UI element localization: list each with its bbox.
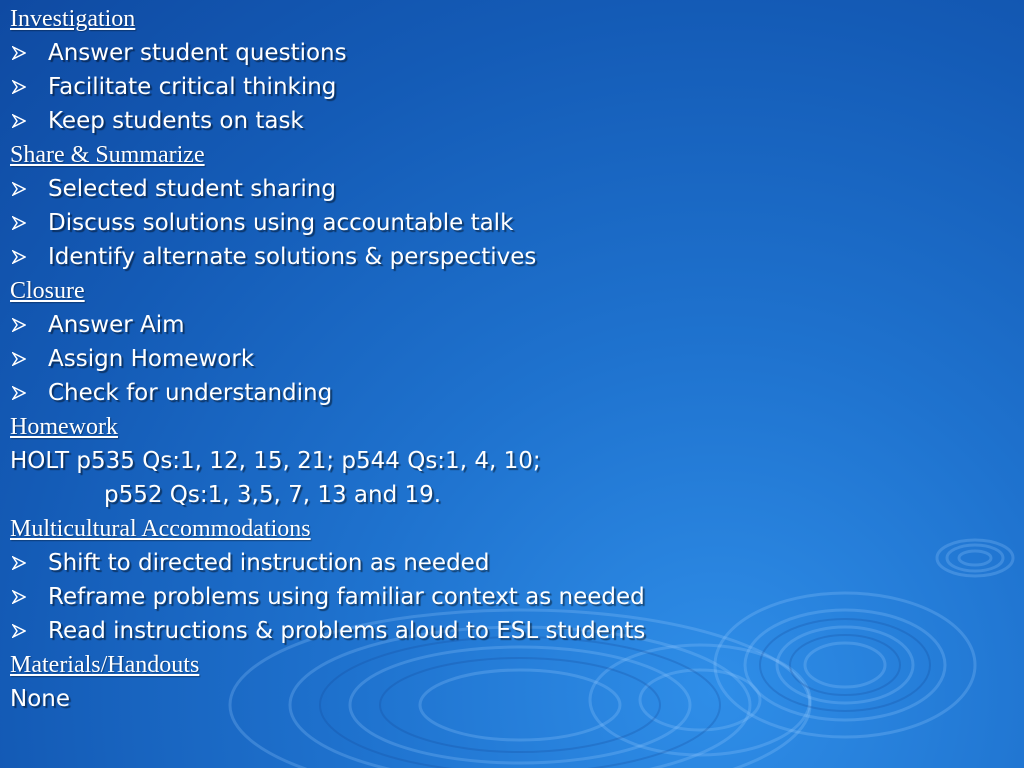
section-heading-homework: Homework [10,414,118,440]
arrowhead-bullet-icon [10,590,48,604]
arrowhead-bullet-icon [10,250,48,264]
bullet-text: Answer student questions [48,40,347,66]
bullet-text: Answer Aim [48,312,185,338]
list-item [10,580,1010,614]
list-item [10,104,1010,138]
list-item [10,172,1010,206]
bullet-text: Shift to directed instruction as needed [48,550,490,576]
section-heading-closure: Closure [10,278,85,304]
list-item [10,240,1010,274]
list-item [10,614,1010,648]
bullet-text: Identify alternate solutions & perspectives [48,244,537,270]
arrowhead-bullet-icon [10,556,48,570]
arrowhead-bullet-icon [10,46,48,60]
list-item [10,36,1010,70]
section-heading-materials-handouts: Materials/Handouts [10,652,200,678]
list-item [10,70,1010,104]
arrowhead-bullet-icon [10,318,48,332]
homework-line-continued: p552 Qs:1, 3,5, 7, 13 and 19. [104,482,442,508]
arrowhead-bullet-icon [10,624,48,638]
bullet-text: Selected student sharing [48,176,336,202]
arrowhead-bullet-icon [10,80,48,94]
bullet-text: Check for understanding [48,380,333,406]
list-item [10,342,1010,376]
section-heading-multicultural-accommodations: Multicultural Accommodations [10,516,311,542]
bullet-text: Reframe problems using familiar context as needed [48,584,645,610]
section-heading-investigation: Investigation [10,6,136,32]
arrowhead-bullet-icon [10,114,48,128]
list-item [10,308,1010,342]
arrowhead-bullet-icon [10,182,48,196]
lesson-plan-slide [10,2,1010,716]
list-item [10,206,1010,240]
section-heading-share-summarize: Share & Summarize [10,142,205,168]
materials-value: None [10,686,71,712]
bullet-text: Keep students on task [48,108,304,134]
bullet-text: Discuss solutions using accountable talk [48,210,514,236]
arrowhead-bullet-icon [10,386,48,400]
bullet-text: Read instructions & problems aloud to ESL students [48,618,646,644]
bullet-text: Facilitate critical thinking [48,74,337,100]
homework-line: HOLT p535 Qs:1, 12, 15, 21; p544 Qs:1, 4, 10; [10,448,541,474]
list-item [10,376,1010,410]
list-item [10,546,1010,580]
arrowhead-bullet-icon [10,352,48,366]
bullet-text: Assign Homework [48,346,255,372]
arrowhead-bullet-icon [10,216,48,230]
